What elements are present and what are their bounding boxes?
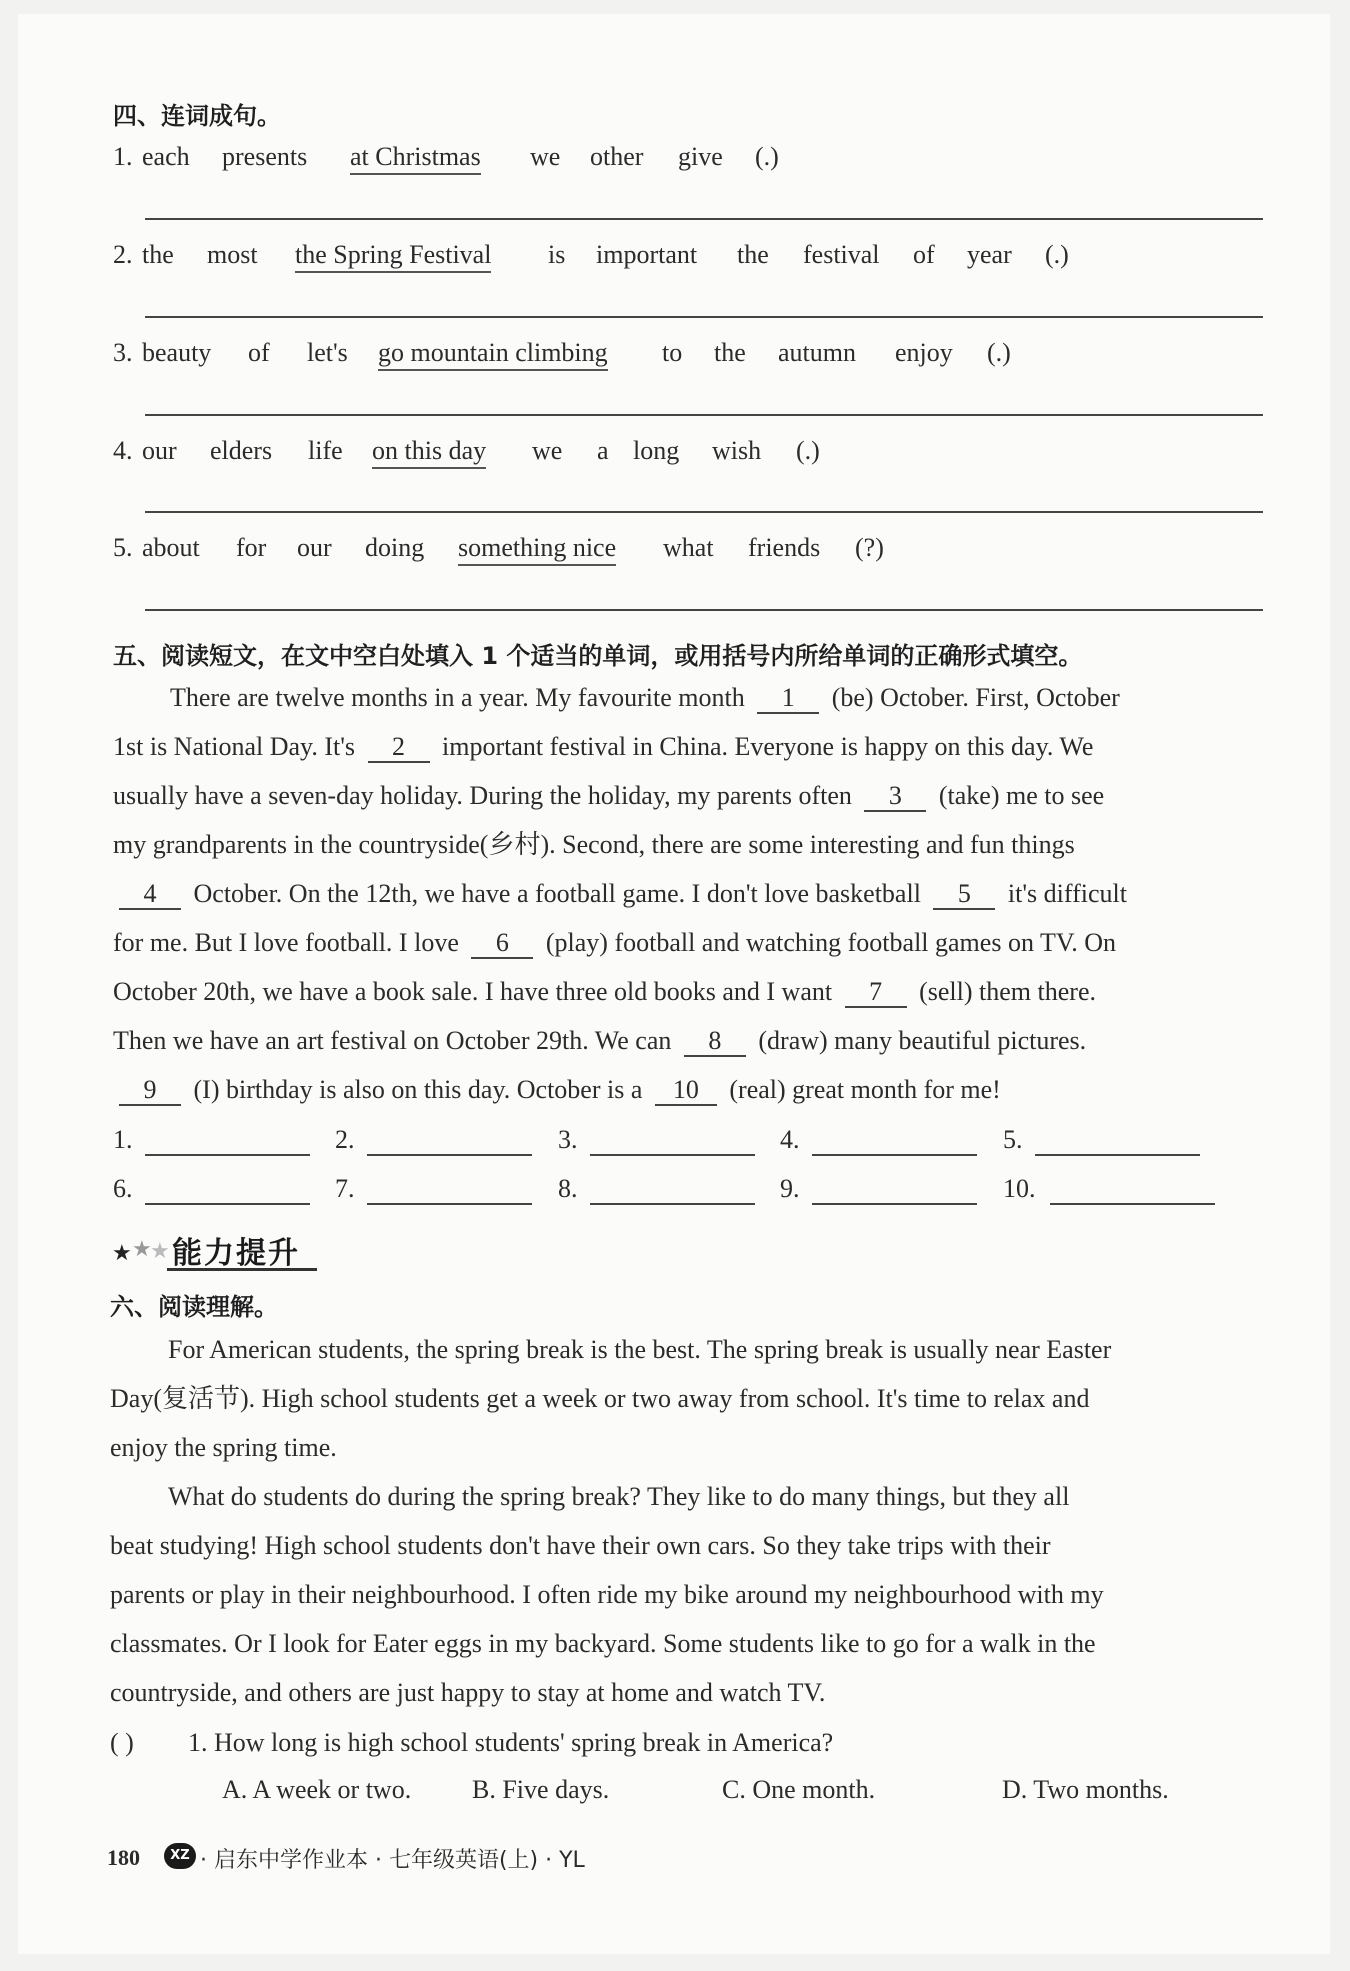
passage-text: (draw) many beautiful pictures. [751, 1026, 1087, 1055]
reading-line: What do students do during the spring break? They like to do many things, but they all [168, 1482, 1070, 1511]
passage-text: October. On the 12th, we have a football game. I don't love basketball [187, 879, 928, 908]
passage-text: (I) birthday is also on this day. October is a [187, 1075, 649, 1104]
word-chip: other [590, 142, 644, 171]
option-a[interactable]: A. A week or two. [222, 1775, 412, 1804]
question-number: 3. [113, 338, 133, 367]
answer-blank-line[interactable] [367, 1203, 532, 1205]
passage-text: (be) October. First, October [825, 683, 1120, 712]
passage-line [113, 1025, 1086, 1057]
passage-text: Then we have an art festival on October 29th. We can [113, 1026, 678, 1055]
passage-text: for me. But I love football. I love [113, 928, 466, 957]
option-d[interactable]: D. Two months. [1002, 1775, 1169, 1804]
answer-line[interactable] [145, 609, 1263, 611]
answer-blank-line[interactable] [1035, 1154, 1200, 1156]
passage-line [113, 927, 1116, 959]
passage-text: 1st is National Day. It's [113, 732, 362, 761]
answer-line[interactable] [145, 316, 1263, 318]
answer-label: 7. [335, 1174, 355, 1203]
word-chip: long [633, 436, 680, 465]
word-chip: we [532, 436, 563, 465]
answer-line[interactable] [145, 414, 1263, 416]
blank-2[interactable]: 2 [368, 733, 430, 763]
passage-line [170, 682, 1120, 714]
question-number: 2. [113, 240, 133, 269]
reading-line: beat studying! High school students don't have their own cars. So they take trips with their [110, 1531, 1051, 1560]
answer-blank-line[interactable] [1050, 1203, 1215, 1205]
answer-label: 9. [780, 1174, 800, 1203]
blank-10[interactable]: 10 [655, 1076, 717, 1106]
word-chip: (.) [796, 436, 820, 465]
answer-label: 1. [113, 1125, 133, 1154]
word-chip: something nice [458, 533, 616, 566]
answer-blank-line[interactable] [812, 1154, 977, 1156]
word-chip: most [207, 240, 258, 269]
option-b[interactable]: B. Five days. [472, 1775, 610, 1804]
blank-7[interactable]: 7 [845, 978, 907, 1008]
word-chip: at Christmas [350, 142, 481, 175]
word-chip: doing [365, 533, 425, 562]
word-chip: to [662, 338, 683, 367]
word-chip: on this day [372, 436, 486, 469]
word-chip: let's [307, 338, 348, 367]
option-c[interactable]: C. One month. [722, 1775, 876, 1804]
answer-label: 4. [780, 1125, 800, 1154]
reading-line: enjoy the spring time. [110, 1433, 337, 1462]
section6-title: 六、阅读理解。 [110, 1293, 278, 1321]
section4-title: 四、连词成句。 [113, 102, 281, 130]
ability-section-badge [112, 1228, 317, 1271]
word-chip: of [913, 240, 935, 269]
word-chip: year [967, 240, 1012, 269]
passage-line [113, 780, 1104, 812]
word-chip: (.) [1045, 240, 1069, 269]
word-chip: important [596, 240, 698, 269]
blank-1[interactable]: 1 [757, 684, 819, 714]
blank-9[interactable]: 9 [119, 1076, 181, 1106]
publisher-logo: XZ [164, 1843, 196, 1869]
word-chip: go mountain climbing [378, 338, 608, 371]
answer-blank-line[interactable] [145, 1203, 310, 1205]
word-chip: each [142, 142, 190, 171]
word-chip: the [142, 240, 174, 269]
question-number: 5. [113, 533, 133, 562]
word-chip: a [597, 436, 609, 465]
answer-label: 8. [558, 1174, 578, 1203]
page-number: 180 [107, 1845, 140, 1870]
star-icon: ★ [150, 1238, 170, 1263]
blank-4[interactable]: 4 [119, 880, 181, 910]
answer-line[interactable] [145, 218, 1263, 220]
passage-text: (sell) them there. [912, 977, 1096, 1006]
word-chip: our [297, 533, 332, 562]
question-number: 1. [113, 142, 133, 171]
answer-label: 5. [1003, 1125, 1023, 1154]
blank-3[interactable]: 3 [864, 782, 926, 812]
answer-blank-line[interactable] [812, 1203, 977, 1205]
section5-title: 五、阅读短文，在文中空白处填入 1 个适当的单词，或用括号内所给单词的正确形式填空。 [113, 642, 1083, 670]
reading-line: For American students, the spring break is the best. The spring break is usually near Easter [168, 1335, 1112, 1364]
passage-line [113, 976, 1096, 1008]
word-chip: (.) [755, 142, 779, 171]
question-number: 4. [113, 436, 133, 465]
answer-blank-line[interactable] [145, 1154, 310, 1156]
answer-line[interactable] [145, 511, 1263, 513]
word-chip: enjoy [895, 338, 953, 367]
reading-line: Day(复活节). High school students get a week or two away from school. It's time to relax and [110, 1384, 1090, 1413]
passage-text: There are twelve months in a year. My favourite month [170, 683, 752, 712]
footer-text: · 启东中学作业本 · 七年级英语(上) · YL [200, 1848, 585, 1873]
answer-label: 6. [113, 1174, 133, 1203]
word-chip: the [737, 240, 769, 269]
passage-text: important festival in China. Everyone is happy on this day. We [435, 732, 1094, 761]
answer-label: 10. [1003, 1174, 1036, 1203]
word-chip: of [248, 338, 270, 367]
badge-underline [167, 1268, 317, 1271]
reading-line: parents or play in their neighbourhood. I often ride my bike around my neighbourhood with my [110, 1580, 1104, 1609]
passage-line [113, 878, 1127, 910]
passage-text: my grandparents in the countryside(乡村). Second, there are some interesting and fun things [113, 830, 1075, 859]
answer-label: 2. [335, 1125, 355, 1154]
word-chip: presents [222, 142, 308, 171]
word-chip: the [714, 338, 746, 367]
word-chip: elders [210, 436, 273, 465]
star-icon: ★ [132, 1236, 152, 1261]
word-chip: festival [803, 240, 880, 269]
answer-blank-line[interactable] [367, 1154, 532, 1156]
passage-text: October 20th, we have a book sale. I have three old books and I want [113, 977, 839, 1006]
word-chip: (.) [987, 338, 1011, 367]
blank-8[interactable]: 8 [684, 1027, 746, 1057]
word-chip: beauty [142, 338, 212, 367]
answer-label: 3. [558, 1125, 578, 1154]
ability-title: 能力提升 [172, 1236, 300, 1271]
blank-5[interactable]: 5 [933, 880, 995, 910]
passage-text: usually have a seven-day holiday. During the holiday, my parents often [113, 781, 859, 810]
passage-text: (real) great month for me! [722, 1075, 1001, 1104]
word-chip: life [308, 436, 343, 465]
word-chip: give [678, 142, 723, 171]
word-chip: autumn [778, 338, 856, 367]
word-chip: the Spring Festival [295, 240, 491, 273]
word-chip: wish [712, 436, 762, 465]
word-chip: we [530, 142, 561, 171]
word-chip: for [236, 533, 267, 562]
passage-line [113, 1074, 1001, 1106]
question-text: 1. How long is high school students' spring break in America? [188, 1728, 834, 1757]
reading-line: classmates. Or I look for Eater eggs in my backyard. Some students like to go for a walk in the [110, 1629, 1096, 1658]
passage-text: it's difficult [1001, 879, 1127, 908]
question-bracket[interactable]: ( ) [110, 1728, 134, 1757]
word-chip: (?) [855, 533, 884, 562]
reading-line: countryside, and others are just happy to stay at home and watch TV. [110, 1678, 826, 1707]
word-chip: our [142, 436, 177, 465]
word-chip: friends [748, 533, 821, 562]
word-chip: what [663, 533, 714, 562]
word-chip: is [548, 240, 566, 269]
word-chip: about [142, 533, 200, 562]
blank-6[interactable]: 6 [471, 929, 533, 959]
passage-line [113, 731, 1093, 763]
star-icon: ★ [112, 1240, 132, 1265]
answer-blank-line[interactable] [590, 1203, 755, 1205]
passage-line [113, 829, 1075, 861]
passage-text: (take) me to see [932, 781, 1105, 810]
passage-text: (play) football and watching football games on TV. On [539, 928, 1117, 957]
answer-blank-line[interactable] [590, 1154, 755, 1156]
